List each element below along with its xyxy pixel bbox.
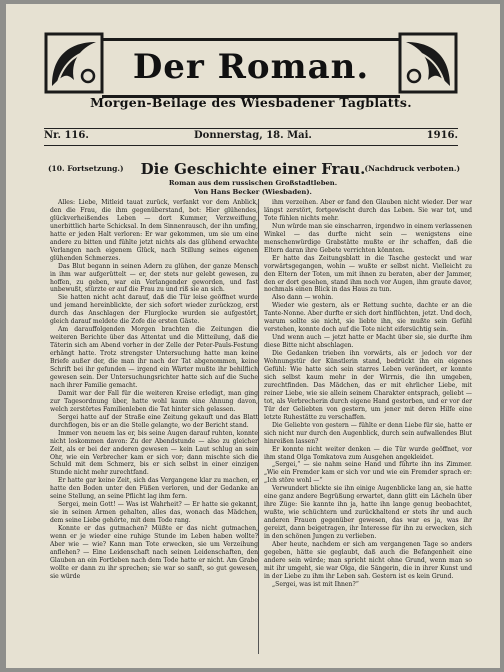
paragraph: Die Gedanken trieben ihn vorwärts, als er jedoch vor der Wohnungstür der Künstlerin stand, bedrückt ihn ein eigenes Gefühl: Wie hatte sich sein starres Leben verändert, er konnte sich selbst kaum mehr in der Wirrnis, die ihn umgeben, zurechtfinden. Das Mädchen, das er mit ehrlicher Liebe, mit reiner Liebe, wie sie allein seinem Charakter entsprach, geliebt — tot, als Verbrecherin durch eigene Hand gestorben, und er vor der Tür der Geliebten von gestern, um jener mit deren Hilfe eine letzte Ruhestätte zu verschaffen. xyxy=(264,350,472,421)
issue-date: Donnerstag, 18. Mai. xyxy=(194,130,312,141)
continuation-note: (10. Fortsetzung.) xyxy=(48,164,124,173)
column-divider xyxy=(258,199,259,654)
paragraph: Die Geliebte von gestern — fühlte er denn Liebe für sie, hatte er sich nicht nur durch den Augenblick, durch sein aufwallendes Blut hinreißen lassen? xyxy=(264,421,472,445)
paragraph: Nun würde man sie einscharren, irgendwo in einem verlassenen Winkel — das durfte nicht sein — wenigstens eine menschenwürdige Grabstätte mußte er ihr schaffen, daß die Eltern daran ihre Gebete verrichten könnten. xyxy=(264,222,472,254)
issue-year: 1916. xyxy=(426,130,458,141)
story-subtitle: Roman aus dem russischen Großstadtleben. xyxy=(168,179,338,187)
story-author: Von Hans Becker (Wiesbaden). xyxy=(194,188,312,196)
paragraph: Das Blut begann in seinen Adern zu glühen, der ganze Mensch in ihm war aufgerüttelt — er, der stets nur gelebt gewesen, zu hoffen, zu geben, war ein Verlangender geworden, und fast unbewußt, stürzte er auf die Frau zu und riß sie an sich. xyxy=(50,262,258,294)
paragraph: Aber heute, nachdem er sich am vergangenen Tage so anders gegeben, hätte sie geglaubt, daß auch die Befangenheit eine andere sein würde; man spricht nicht ohne Grund, wenn man so mit ihr umgeht, sie war Olga, die Sängerin, die in ihrer Kunst und in der Liebe zu ihm ihr Leben sah. Gestern ist es kein Grund. xyxy=(264,540,472,580)
paragraph: Er konnte nicht weiter denken — die Tür wurde geöffnet, vor ihm stand Olga Tomkatova zum Ausgehen angekleidet. xyxy=(264,445,472,461)
paragraph: Immer von neuem las er, bis seine Augen darauf ruhten, konnte nicht loskommen davon: Zu der Abendstunde — also zu gleicher Zeit, als er bei der anderen gewesen — kein Laut schlug an sein Ohr, wie ein Verbrecher kam er sich vor; dann mischte sich die Schuld mit dem Schmerz, bis er sich selbst in einer einzigen Stunde nicht mehr zurechtfand. xyxy=(50,429,258,477)
paragraph: „Sergei,“ — sie nahm seine Hand und führte ihn ins Zimmer. „Wie ein Fremder kam er sich vor und wie ein Fremder sprach er: „Ich störe wohl —“ xyxy=(264,461,472,485)
art-nouveau-ornament-right-icon xyxy=(398,32,458,94)
newspaper-title: Der Roman. xyxy=(132,47,370,87)
paragraph: Damit war der Fall für die weiteren Kreise erledigt, man ging zur Tagesordnung über, hatte wohl kaum eine Ahnung davon, welch zerstörtes Familienleben die Tat hinter sich gelassen. xyxy=(50,389,258,413)
dateline-rule-top xyxy=(44,128,458,129)
text-column-left xyxy=(50,199,258,659)
paragraph: Also dann — wohin. xyxy=(272,294,334,302)
paragraph: ihm verzeihen. Aber er fand den Glauben nicht wieder. Der war längst zerstört, fortgewischt durch das Leben. Sie war tot, und Tote fühlen nichts mehr. xyxy=(264,199,472,222)
paragraph: Verwundert blickte sie ihn einige Augenblicke lang an, sie hatte eine ganz andere Begrüßung erwartet, dann glitt ein Lächeln über ihre Züge: Sie kannte ihn ja, hatte ihn lange genug beobachtet, wußte, wie schüchtern und zurückhaltend er stets ihr und auch anderen Frauen gegenüber gewesen, das war es ja, was ihr gereizt, dann beigetragen, ihr Interesse für ihn zu erwecken, sich in den schönen Jungen zu verlieben. xyxy=(264,485,472,541)
story-title: Die Geschichte einer Frau. xyxy=(140,160,366,178)
paragraph: Er hatte gar keine Zeit, sich das Vergangene klar zu machen, er hatte den Boden unter den Füßen verloren, und der Gedanke an seine Stellung, an seine Pflicht lag ihm fern. xyxy=(50,477,258,501)
paragraph: Wieder wie gestern, als er Rettung suchte, dachte er an die Tante-Nonne. Aber durfte er sich dort hinflüchten, jetzt. Und doch, warum sollte sie nicht, sie liebte ihn, sie mußte sein Gefühl verstehen, konnte doch auf die Tote nicht eifersüchtig sein. xyxy=(264,302,472,334)
issue-number: Nr. 116. xyxy=(44,130,89,141)
dateline-rule-bottom xyxy=(44,145,458,146)
paragraph: Sie hatten nicht acht darauf, daß die Tür leise geöffnet wurde und jemand hereinblickte, der sich sofort wieder zurückzog, erst durch das Anschlagen der Flurglocke wurden sie aufgestört, gleich darauf meldete die Zofe die ersten Gäste. xyxy=(50,294,258,326)
reprint-notice: (Nachdruck verboten.) xyxy=(364,164,460,173)
text-column-right xyxy=(264,199,472,659)
paragraph: Er hatte das Zeitungsblatt in die Tasche gesteckt und war vorwärtsgegangen, wohin — wußte er selbst nicht. Vielleicht zu den Eltern der Toten, um mit ihnen zu beraten, aber der Jammer, den er dort gesehen, stand ihm noch vor Augen, ihm graute davor, nochmals einen Blick in das Haus zu tun. xyxy=(264,254,472,294)
paragraph: Sergei, mein Gott! — Was ist Wahrheit? — Er hatte sie gekannt, sie in seinen Armen gehalten, alles das, wonach das Mädchen, dem seine Liebe gehörte, mit dem Tode rang. xyxy=(50,501,258,525)
paragraph: „Sergei, was ist mit Ihnen?“ xyxy=(272,580,359,588)
paragraph: Sergei hatte auf der Straße eine Zeitung gekauft und das Blatt durchflogen, bis er an die Stelle gelangte, wo der Bericht stand. xyxy=(50,413,258,429)
paragraph: Am darauffolgenden Morgen brachten die Zeitungen die weiteren Berichte über das Attentat und die Mitteilung, daß die Täterin sich am Abend vorher in der Zelle der Peter-Pauls-Festung erhängt hatte. Trotz strengster Untersuchung hatte man keine Briefe außer der, die man ihr nach der Tat abgenommen, keine Schrift bei ihr gefunden — irgend ein Wärter mußte ihr behilflich gewesen sein. Der Untersuchungsrichter hatte sich auf die Suche nach ihrer Familie gemacht. xyxy=(50,326,258,389)
masthead xyxy=(44,32,458,114)
newspaper-subtitle: Morgen-Beilage des Wiesbadener Tagblatts. xyxy=(90,95,412,110)
paragraph: Konnte er das gutmachen? Müßte er das nicht gutmachen, wenn er je wieder eine ruhige Stunde im Leben haben wollte? Aber wie — wie? Kann man Tote erwecken, sie um Verzeihung anflehen? — Eine Leidenschaft nach seinen Leidenschaften, den Glauben an ein Fortleben nach dem Tode hatte er nicht. Am Grabe wollte er dann zu ihr sprechen; sie war so sanft, so gut gewesen, sie würde xyxy=(50,525,258,580)
paragraph: Alles: Liebe, Mitleid tauat zurück, verfankt vor dem Anblick, den die Frau, die ihm gegenüberstand, bot: Hier glühendes, glückverheißendes Leben — dort Kummer, Verzweiflung, unerbittlich harte Schicksal. In dem Sinnenrausch, der ihn umfing, hatte er jeden Halt verloren: Er war gekommen, um sie um eine andere zu bitten und fühlte jetzt nichts als das glühend erwachte Verlangen nach eigenem Glück, nach Stillung seines eigenen glühenden Schmerzes. xyxy=(50,199,258,262)
newspaper-page xyxy=(6,4,500,668)
masthead-frame xyxy=(102,38,400,98)
dateline xyxy=(44,130,458,144)
paragraph: Und wenn auch — jetzt hatte er Macht über sie, sie durfte ihm diese Bitte nicht abschlagen. xyxy=(264,334,472,350)
art-nouveau-ornament-left-icon xyxy=(44,32,104,94)
